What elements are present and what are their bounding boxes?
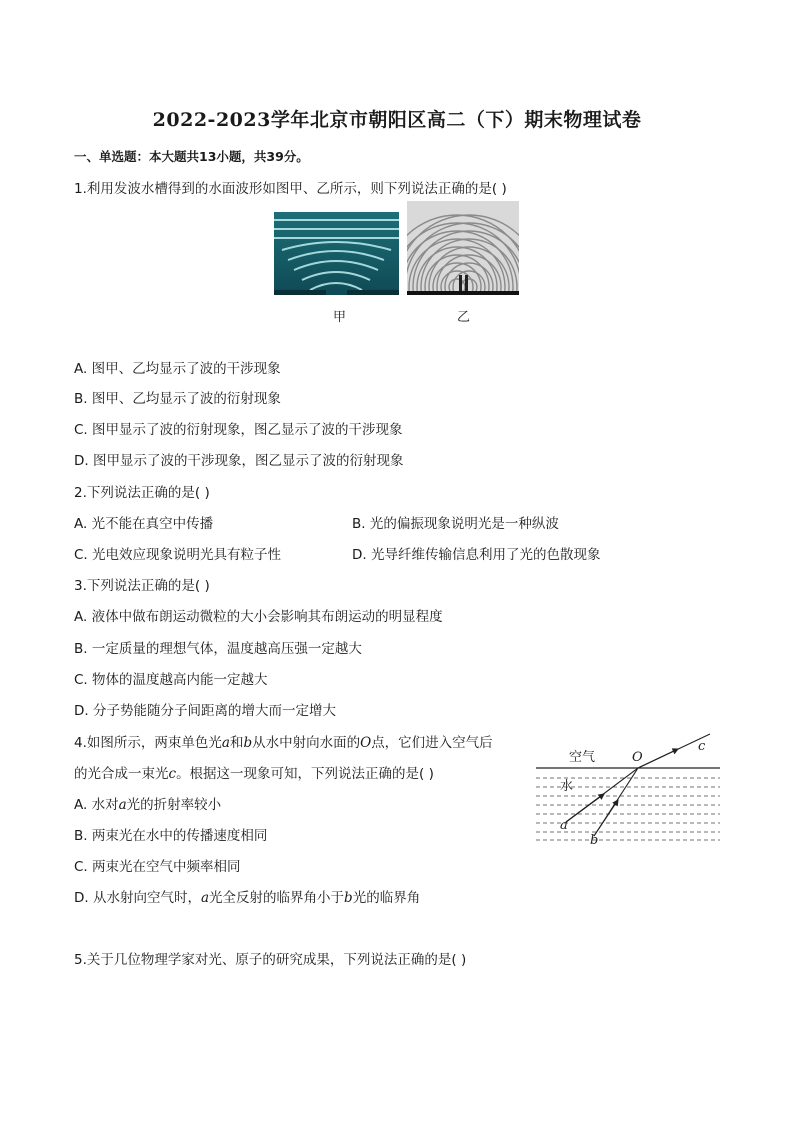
wave-figure-a bbox=[274, 212, 399, 295]
label-c: c bbox=[698, 739, 706, 754]
variable-b: b bbox=[243, 735, 253, 751]
variable-c: c bbox=[168, 766, 177, 782]
question-2-stem: 2.下列说法正确的是( ) bbox=[74, 485, 210, 501]
question-3-option-d: D. 分子势能随分子间距离的增大而一定增大 bbox=[74, 703, 336, 719]
stem-text: 。根据这一现象可知，下列说法正确的是( ) bbox=[176, 766, 434, 782]
stem-text: 从水中射向水面的 bbox=[252, 735, 361, 751]
question-5-stem: 5.关于几位物理学家对光、原子的研究成果，下列说法正确的是( ) bbox=[74, 952, 467, 968]
label-water: 水 bbox=[560, 779, 574, 794]
refraction-diagram bbox=[532, 728, 722, 846]
variable-o: O bbox=[360, 735, 372, 751]
variable-a: a bbox=[118, 797, 127, 813]
option-text: A. 水对 bbox=[74, 797, 119, 813]
question-3-stem: 3.下列说法正确的是( ) bbox=[74, 578, 210, 594]
label-b: b bbox=[590, 833, 599, 846]
question-4-option-c: C. 两束光在空气中频率相同 bbox=[74, 859, 241, 875]
option-text: D. 从水射向空气时， bbox=[74, 890, 201, 906]
question-4-option-a bbox=[74, 793, 221, 813]
question-1-option-b: B. 图甲、乙均显示了波的衍射现象 bbox=[74, 391, 281, 407]
question-4-option-d bbox=[74, 886, 420, 906]
section-heading: 一、单选题：本大题共13小题，共39分。 bbox=[74, 149, 309, 164]
figure-a-caption: 甲 bbox=[333, 310, 347, 325]
question-3-option-b: B. 一定质量的理想气体，温度越高压强一定越大 bbox=[74, 641, 362, 657]
stem-text: 点，它们进入空气后 bbox=[371, 735, 493, 751]
option-text: 光的临界角 bbox=[352, 890, 421, 906]
question-1-option-a: A. 图甲、乙均显示了波的干涉现象 bbox=[74, 361, 281, 377]
question-4-stem-line-1 bbox=[74, 731, 493, 751]
option-text: 光全反射的临界角小于 bbox=[209, 890, 345, 906]
label-air: 空气 bbox=[569, 750, 596, 765]
question-2-option-c: C. 光电效应现象说明光具有粒子性 bbox=[74, 547, 282, 563]
stem-text: 4.如图所示，两束单色光 bbox=[74, 735, 222, 751]
question-2-option-a: A. 光不能在真空中传播 bbox=[74, 516, 214, 532]
question-1-option-d: D. 图甲显示了波的干涉现象，图乙显示了波的衍射现象 bbox=[74, 453, 404, 469]
question-3-option-a: A. 液体中做布朗运动微粒的大小会影响其布朗运动的明显程度 bbox=[74, 609, 443, 625]
variable-a: a bbox=[221, 735, 230, 751]
question-1-stem: 1.利用发波水槽得到的水面波形如图甲、乙所示，则下列说法正确的是( ) bbox=[74, 181, 507, 197]
stem-text: 和 bbox=[229, 735, 244, 751]
label-a: a bbox=[560, 818, 568, 833]
option-text: 光的折射率较小 bbox=[126, 797, 222, 813]
variable-b: b bbox=[344, 890, 353, 906]
question-4-option-b: B. 两束光在水中的传播速度相同 bbox=[74, 828, 268, 844]
figure-b-caption: 乙 bbox=[457, 310, 471, 325]
label-o: O bbox=[632, 750, 643, 765]
stem-text: 的光合成一束光 bbox=[74, 766, 169, 782]
wave-figure-b bbox=[407, 201, 519, 295]
question-2-option-b: B. 光的偏振现象说明光是一种纵波 bbox=[352, 516, 559, 532]
question-2-option-d: D. 光导纤维传输信息利用了光的色散现象 bbox=[352, 547, 601, 563]
variable-a: a bbox=[200, 890, 210, 906]
question-1-option-c: C. 图甲显示了波的衍射现象，图乙显示了波的干涉现象 bbox=[74, 422, 403, 438]
page-title: 2022-2023学年北京市朝阳区高二（下）期末物理试卷 bbox=[152, 109, 642, 131]
question-4-stem-line-2 bbox=[74, 762, 434, 782]
question-3-option-c: C. 物体的温度越高内能一定越大 bbox=[74, 672, 268, 688]
